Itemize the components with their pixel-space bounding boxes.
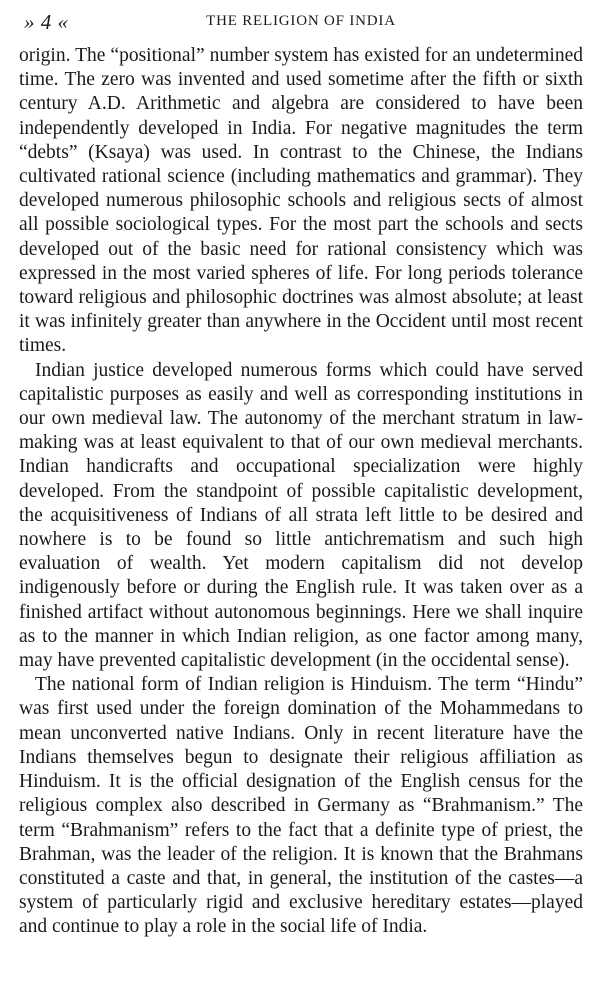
body-text: [19, 44, 583, 940]
paragraph-1: origin. The “positional” number system has existed for an undetermined time. The zero was invented and used sometime after the fifth or sixth century A.D. Arithmetic and algebra are considered to have been independently developed in India. For negative magnitudes the term “debts” (Ksaya) was used. In contrast to the Chinese, the Indians cultivated rational science (including mathematics and grammar). They developed numerous philosophic schools and religious sects of almost all possible sociological types. For the most part the schools and sects developed out of the basic need for rational consistency which was expressed in the most varied spheres of life. For long periods tolerance toward religious and philosophic doctrines was almost absolute; at least it was infinitely greater than anywhere in the Occident until most recent times.: [19, 45, 583, 357]
page-number: » 4 «: [24, 10, 69, 34]
paragraph-2: Indian justice developed numerous forms which could have served capitalistic purposes as easily and well as corresponding institutions in our own medieval law. The autonomy of the merchant stratum in law-making was at least equivalent to that of our own medieval merchants. Indian handicrafts and occupational specialization were highly developed. From the standpoint of possible capitalistic development, the acquisitiveness of Indians of all strata left little to be desired and nowhere is to be found so little antichrematism and such high evaluation of wealth. Yet modern capitalism did not develop indigenously before or during the English rule. It was taken over as a finished artifact without autonomous beginnings. Here we shall inquire as to the manner in which Indian religion, as one factor among many, may have prevented capitalistic development (in the occidental sense).: [19, 359, 583, 672]
running-head: [19, 8, 583, 36]
running-title: THE RELIGION OF INDIA: [206, 13, 396, 29]
book-page: [19, 8, 583, 940]
paragraph-3: The national form of Indian religion is Hinduism. The term “Hindu” was first used under the foreign domination of the Mohammedans to mean unconverted native Indians. Only in recent literature have the Indians themselves begun to designate their religious affiliation as Hinduism. It is the official designation of the English census for the religious complex also described in Germany as “Brahmanism.” The term “Brahmanism” refers to the fact that a definite type of priest, the Brahman, was the leader of the religion. It is known that the Brahmans constituted a caste and that, in general, the institution of the castes—a system of particularly rigid and exclusive hereditary estates—played and continue to play a role in the social life of India.: [19, 674, 583, 938]
